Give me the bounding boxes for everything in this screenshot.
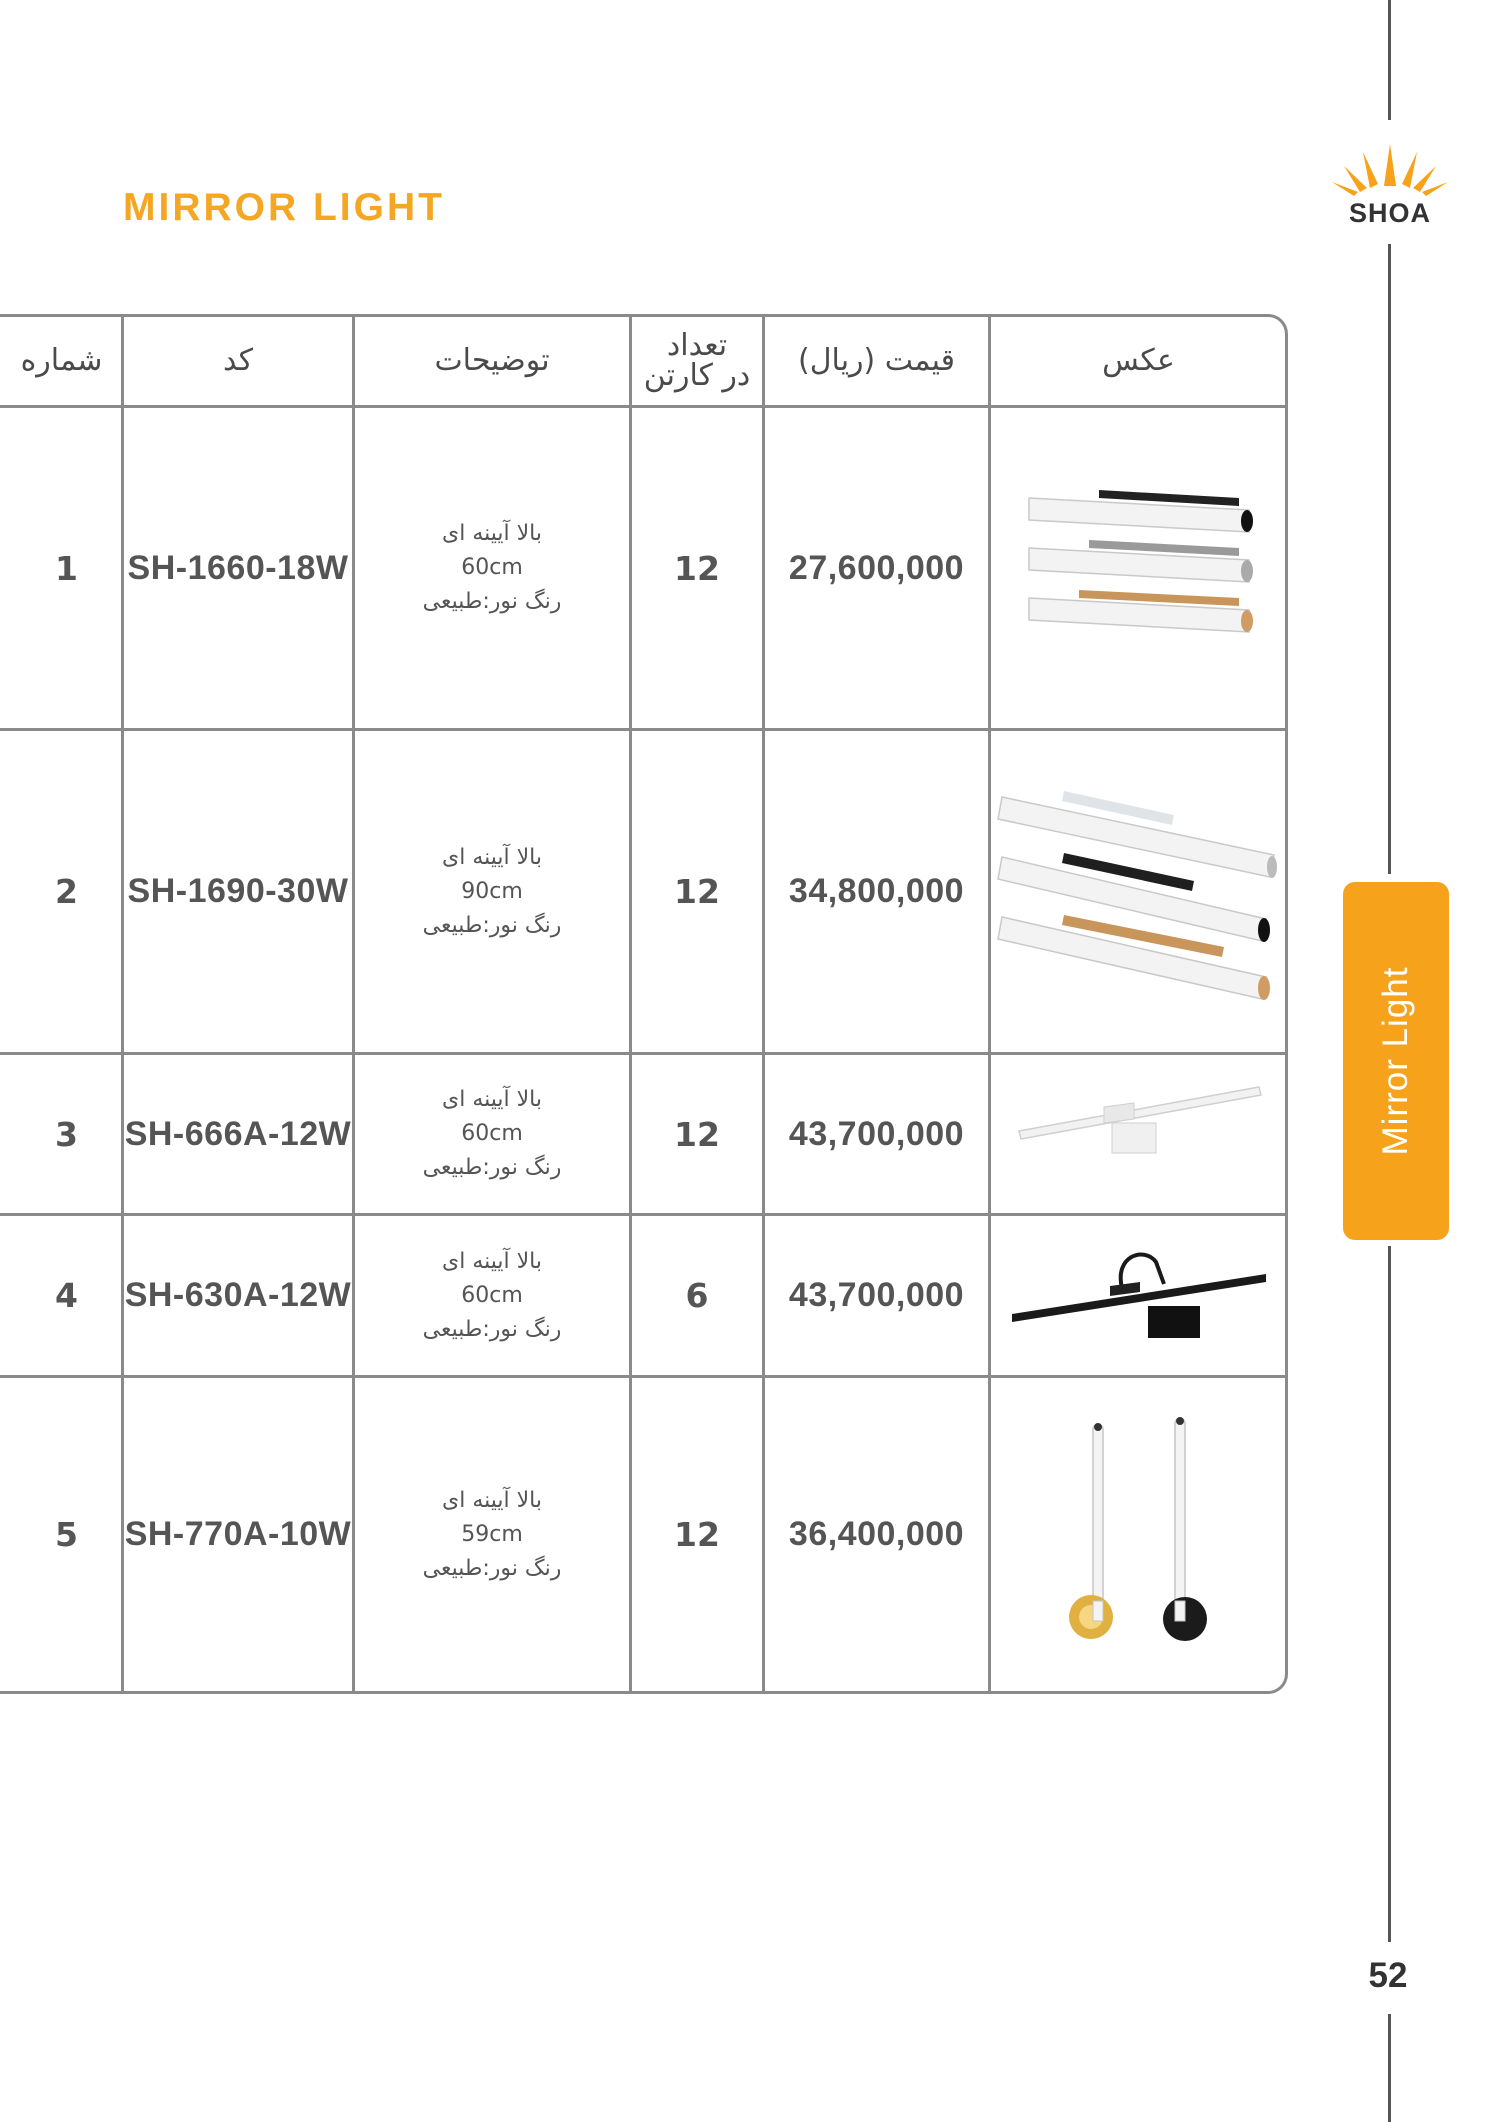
desc-light-color: رنگ نور:طبیعی — [422, 912, 562, 938]
desc-size: 60cm — [461, 1282, 523, 1308]
row-price: 43,700,000 — [788, 1276, 965, 1314]
row-description — [355, 408, 629, 728]
page-rule-lower — [1388, 1246, 1391, 1942]
header-number: شماره — [20, 343, 103, 378]
desc-size: 59cm — [461, 1521, 523, 1547]
desc-size: 60cm — [461, 1121, 523, 1146]
row-code: SH-630A-12W — [124, 1276, 352, 1314]
desc-type: بالا آیینه ای — [442, 844, 542, 870]
page-rule-middle — [1388, 244, 1391, 874]
side-tab — [1343, 882, 1449, 1240]
vertical-wall-lights-icon — [991, 1378, 1286, 1691]
row-description — [355, 1055, 629, 1213]
row-qty: 12 — [674, 1114, 720, 1154]
side-tab-label: Mirror Light — [1376, 966, 1415, 1156]
row-description — [355, 1216, 629, 1375]
row-price: 43,700,000 — [788, 1114, 965, 1153]
page-number: 52 — [1368, 1956, 1408, 1995]
desc-light-color: رنگ نور:طبیعی — [422, 1316, 562, 1342]
header-code: کد — [222, 343, 254, 378]
page-rule-bottom — [1388, 2014, 1391, 2122]
row-code: SH-770A-10W — [124, 1515, 352, 1553]
picture-light-black-icon — [991, 1216, 1286, 1375]
desc-light-color: رنگ نور:طبیعی — [422, 1555, 562, 1581]
header-qty-line2: در کارتن — [643, 358, 751, 393]
row-price: 27,600,000 — [788, 548, 965, 587]
mirror-light-tubes-icon — [991, 731, 1286, 1052]
row-code: SH-666A-12W — [124, 1114, 352, 1153]
row-description — [355, 1378, 629, 1691]
header-photo: عکس — [1102, 343, 1175, 378]
header-description: توضیحات — [434, 343, 550, 378]
shoa-logo — [1330, 138, 1450, 228]
row-qty: 6 — [685, 1276, 709, 1315]
desc-size: 90cm — [461, 878, 523, 904]
mirror-light-tubes-icon — [991, 408, 1286, 728]
product-table — [0, 314, 1288, 1694]
row-description — [355, 731, 629, 1052]
desc-type: بالا آیینه ای — [442, 1487, 542, 1513]
row-number: 5 — [55, 1515, 78, 1554]
desc-size: 60cm — [461, 555, 523, 580]
row-number: 2 — [55, 872, 78, 911]
header-qty-line1: تعداد — [666, 328, 728, 363]
row-code: SH-1690-30W — [127, 872, 349, 910]
desc-light-color: رنگ نور:طبیعی — [422, 1155, 562, 1180]
row-number: 3 — [55, 1114, 78, 1154]
header-qty — [632, 317, 762, 405]
picture-light-white-icon — [991, 1055, 1286, 1213]
sun-rays-icon — [1330, 138, 1450, 198]
desc-type: بالا آیینه ای — [442, 521, 542, 546]
row-qty: 12 — [674, 872, 720, 911]
page-title: MIRROR LIGHT — [123, 186, 445, 229]
logo-text: SHOA — [1348, 198, 1431, 228]
desc-light-color: رنگ نور:طبیعی — [422, 589, 562, 614]
row-code: SH-1660-18W — [127, 548, 349, 587]
desc-type: بالا آیینه ای — [442, 1087, 542, 1112]
desc-type: بالا آیینه ای — [442, 1248, 542, 1274]
row-qty: 12 — [674, 548, 720, 588]
page-rule-top — [1388, 0, 1391, 120]
row-number: 4 — [55, 1276, 78, 1315]
row-price: 36,400,000 — [788, 1515, 965, 1553]
row-qty: 12 — [674, 1515, 720, 1554]
row-number: 1 — [55, 548, 78, 588]
row-price: 34,800,000 — [788, 872, 965, 910]
header-price: قیمت (ریال) — [798, 343, 955, 378]
